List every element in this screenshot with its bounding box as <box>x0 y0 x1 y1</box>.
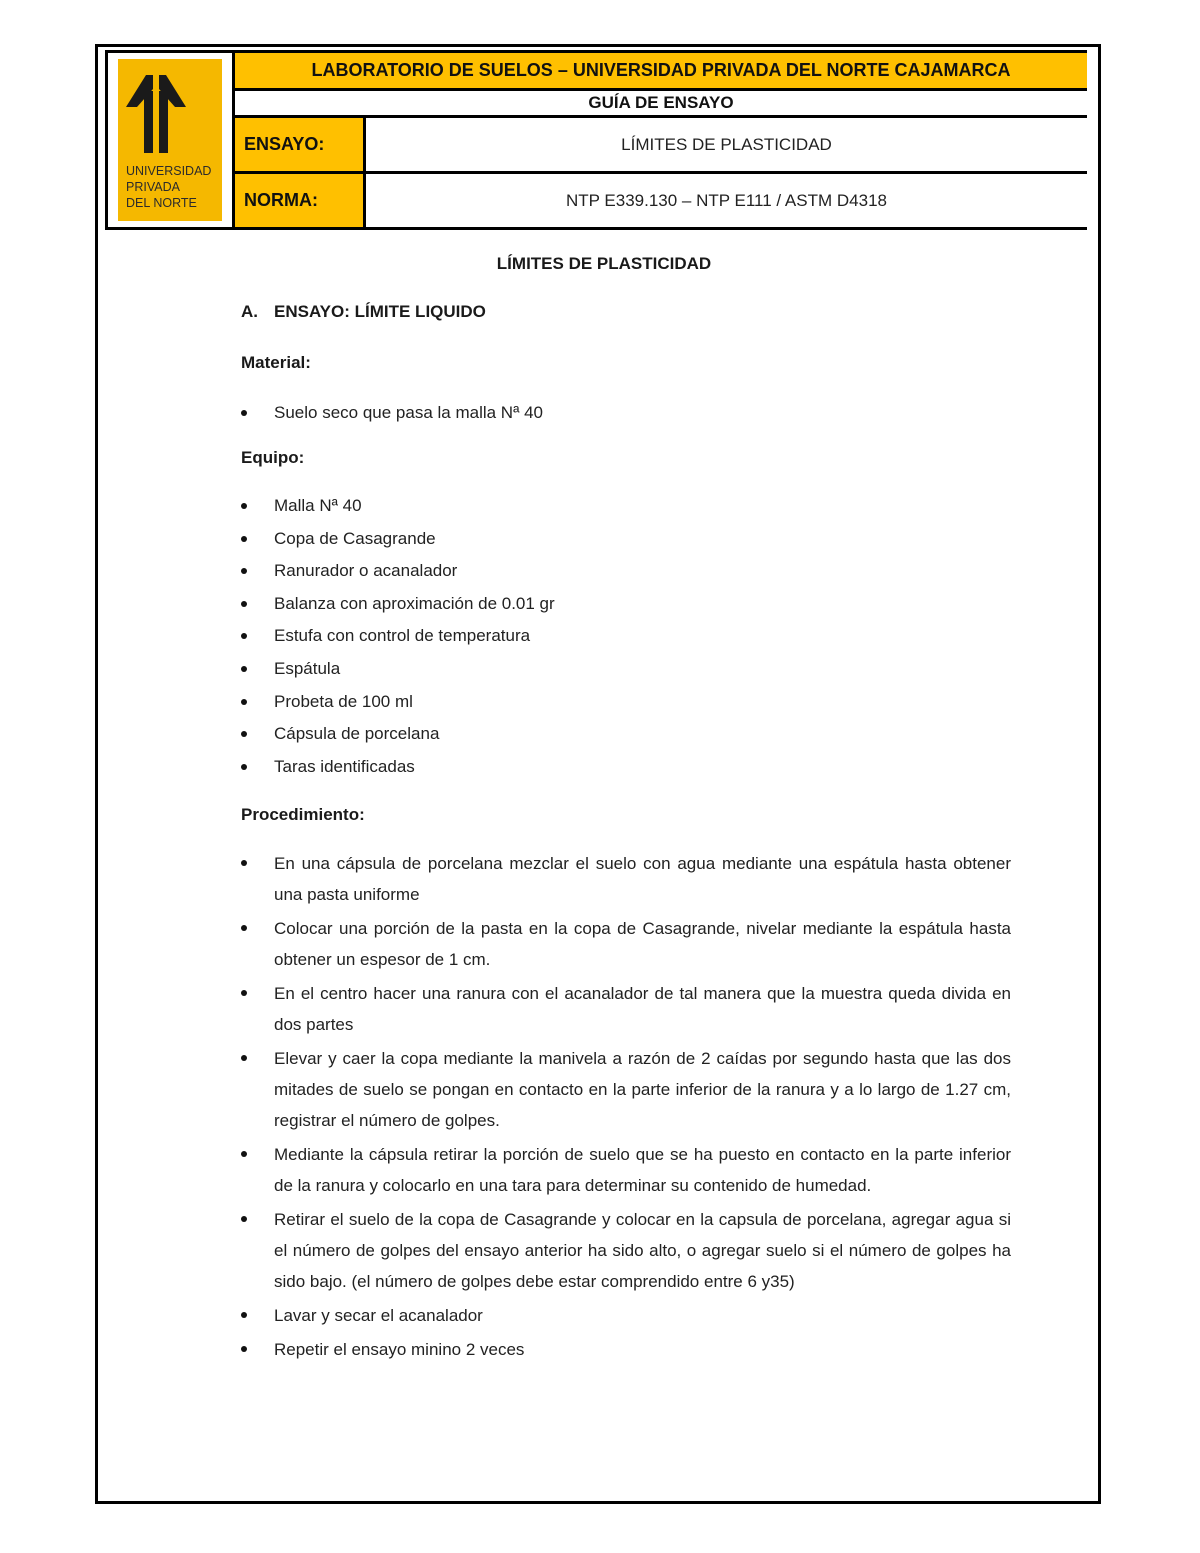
list-item: Colocar una porción de la pasta en la copa de Casagrande, nivelar mediante la espátula hasta obtener un espesor de 1 cm. <box>241 913 1011 975</box>
list-item: Probeta de 100 ml <box>241 686 1011 719</box>
list-item: Taras identificadas <box>241 751 1011 784</box>
header-title: LABORATORIO DE SUELOS – UNIVERSIDAD PRIVADA DEL NORTE CAJAMARCA <box>235 53 1087 91</box>
header-table <box>105 50 1087 230</box>
list-item: Mediante la cápsula retirar la porción de suelo que se ha puesto en contacto en la parte inferior de la ranura y colocarlo en una tara para determinar su contenido de humedad. <box>241 1139 1011 1201</box>
procedimiento-heading: Procedimiento: <box>241 805 365 824</box>
list-item: En una cápsula de porcelana mezclar el suelo con agua mediante una espátula hasta obtener una pasta uniforme <box>241 848 1011 910</box>
list-item: Lavar y secar el acanalador <box>241 1300 1011 1331</box>
logo-line: PRIVADA <box>126 180 180 194</box>
list-item: Espátula <box>241 653 1011 686</box>
arrows-up-icon <box>124 73 188 153</box>
logo-cell <box>108 53 235 227</box>
ensayo-label: ENSAYO: <box>235 118 366 174</box>
section-letter: A. <box>241 302 258 321</box>
university-logo <box>118 59 222 221</box>
list-item: Estufa con control de temperatura <box>241 620 1011 653</box>
logo-text <box>126 163 211 211</box>
list-item: Ranurador o acanalador <box>241 555 1011 588</box>
list-item: Retirar el suelo de la copa de Casagrande y colocar en la capsula de porcelana, agregar agua si el número de golpes del ensayo anterior ha sido alto, o agregar suelo si el número de golpes ha sido bajo. (el número de golpes debe estar comprendido entre 6 y35) <box>241 1204 1011 1297</box>
equipo-heading: Equipo: <box>241 448 305 467</box>
list-item: Cápsula de porcelana <box>241 718 1011 751</box>
section-heading <box>241 302 486 322</box>
logo-line: DEL NORTE <box>126 196 197 210</box>
list-item: Suelo seco que pasa la malla Nª 40 <box>241 397 1011 429</box>
header-subtitle: GUÍA DE ENSAYO <box>235 91 1087 118</box>
list-item: Elevar y caer la copa mediante la manivela a razón de 2 caídas por segundo hasta que las dos mitades de suelo se pongan en contacto en la parte inferior de la ranura y a lo largo de 1.27 cm, registrar el número de golpes. <box>241 1043 1011 1136</box>
ensayo-value: LÍMITES DE PLASTICIDAD <box>366 118 1087 174</box>
equipo-list <box>241 490 1011 783</box>
material-list <box>241 397 1011 429</box>
section-title: ENSAYO: LÍMITE LIQUIDO <box>274 302 486 321</box>
list-item: En el centro hacer una ranura con el acanalador de tal manera que la muestra queda divida en dos partes <box>241 978 1011 1040</box>
list-item: Malla Nª 40 <box>241 490 1011 523</box>
norma-value: NTP E339.130 – NTP E111 / ASTM D4318 <box>366 174 1087 227</box>
logo-line: UNIVERSIDAD <box>126 164 212 178</box>
list-item: Copa de Casagrande <box>241 523 1011 556</box>
list-item: Balanza con aproximación de 0.01 gr <box>241 588 1011 621</box>
material-heading: Material: <box>241 353 311 372</box>
norma-label: NORMA: <box>235 174 366 227</box>
document-title: LÍMITES DE PLASTICIDAD <box>496 254 712 273</box>
list-item: Repetir el ensayo minino 2 veces <box>241 1334 1011 1365</box>
procedimiento-list <box>241 848 1011 1368</box>
